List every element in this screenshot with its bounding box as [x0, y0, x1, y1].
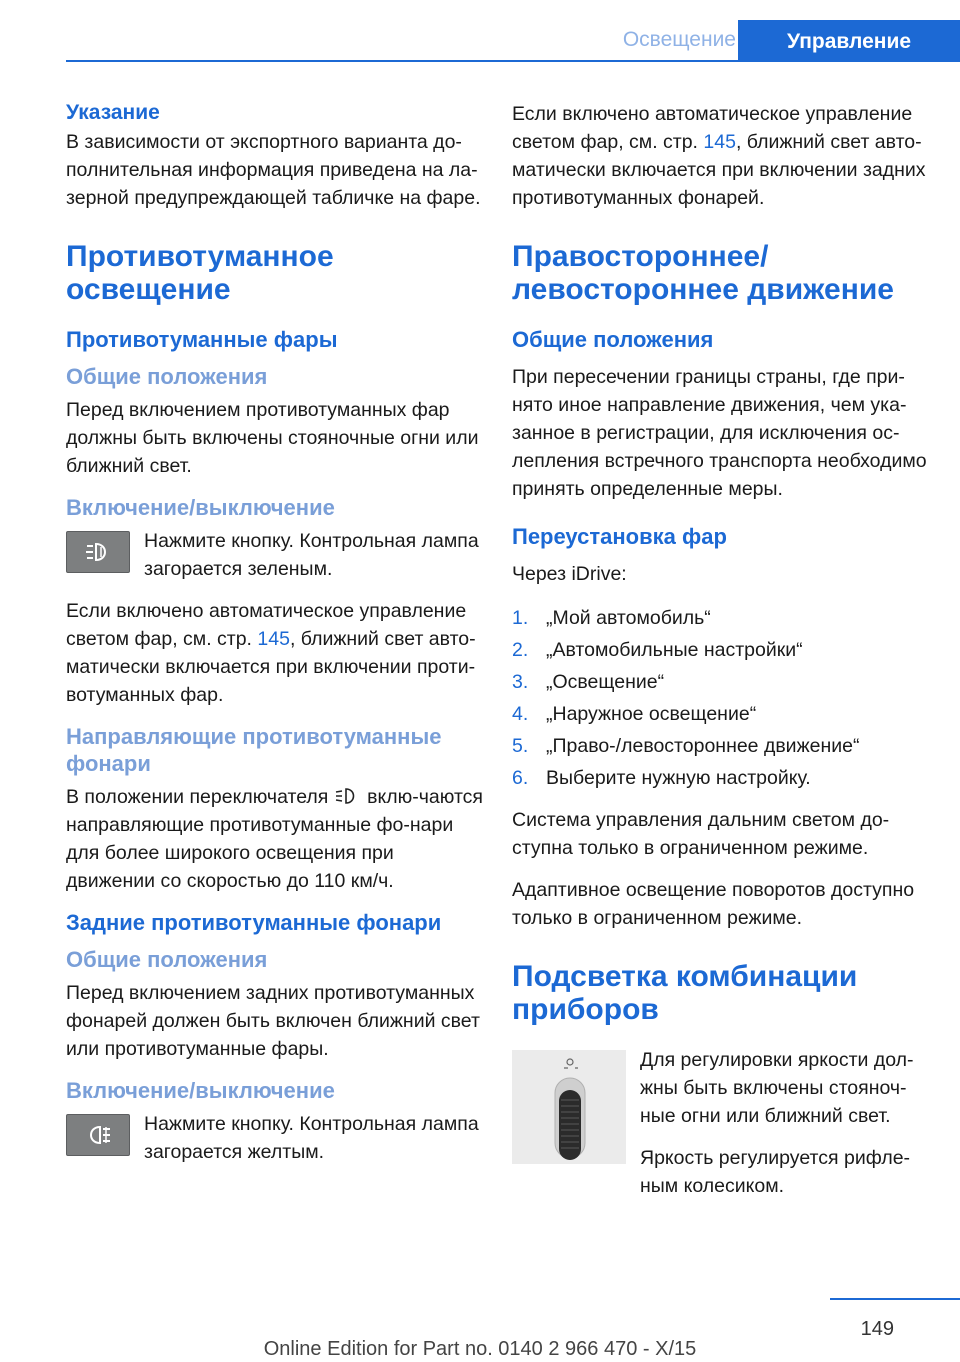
left-column	[66, 100, 484, 1180]
heading-fog-lights: Противотуманные фары	[66, 327, 338, 352]
section-title-instrument-lighting: Подсветка комбинации приборов	[512, 960, 858, 1026]
section-title-fog-lighting: Противотуманное освещение	[66, 240, 334, 306]
right-column	[512, 100, 932, 1214]
list-item: 3. „Освещение“	[512, 671, 665, 693]
instrument-lighting-text	[640, 1046, 932, 1214]
steps-list	[512, 602, 932, 794]
rear-fog-light-icon	[66, 1114, 130, 1156]
list-item: 5. „Право-/левостороннее движение“	[512, 735, 860, 757]
heading-rear-fog: Задние противотуманные фонари	[66, 910, 442, 935]
list-item: 1. „Мой автомобиль“	[512, 607, 711, 629]
text-auto-headlights-left: Если включено автоматическое управление светом фар, см. стр. 145, ближний свет авто-матически включается при включении проти-вотуманных фар.	[66, 600, 476, 706]
brightness-wheel-image	[512, 1050, 626, 1164]
heading-general-2: Общие положения	[66, 947, 268, 972]
heading-readjust: Переустановка фар	[512, 524, 727, 549]
list-item: 2. „Автомобильные настройки“	[512, 639, 803, 661]
list-item: 4. „Наружное освещение“	[512, 703, 757, 725]
text-general-1: Перед включением противотуманных фар должны быть включены стояночные огни или ближний свет.	[66, 399, 479, 477]
heading-directional-fog: Направляющие противотуманные фонари	[66, 724, 442, 776]
note-title: Указание	[66, 101, 160, 124]
page-link-145-right[interactable]: 145	[703, 131, 736, 153]
text-after-1: Система управления дальним светом до-ступна только в ограниченном режиме.	[512, 809, 890, 859]
text-onoff-2: Нажмите кнопку. Контрольная лампа загорается желтым.	[144, 1113, 479, 1163]
page-number: 149	[860, 1318, 894, 1340]
heading-general-1: Общие положения	[66, 364, 268, 389]
front-fog-light-icon	[66, 531, 130, 573]
text-instr-2: Яркость регулируется рифле-ным колесиком.	[640, 1147, 911, 1197]
edition-footer: Online Edition for Part no. 0140 2 966 470 - X/15	[263, 1338, 697, 1360]
page-link-145[interactable]: 145	[257, 628, 290, 650]
note-text: В зависимости от экспортного варианта до-полнительная информация приведена на ла-зерной предупреждающей табличке на фаре.	[66, 131, 481, 209]
heading-general-traffic: Общие положения	[512, 327, 714, 352]
instrument-lighting-row	[512, 1046, 932, 1214]
text-general-traffic: При пересечении границы страны, где при-нято иное направление движения, чем ука-занное в регистрации, для исключения ос-лепления встречного транспорта необходимо принять определенные меры.	[512, 366, 927, 500]
footer-line	[830, 1298, 960, 1300]
section-title-traffic: Правостороннее/ левостороннее движение	[512, 240, 894, 306]
heading-onoff-2: Включение/выключение	[66, 1078, 335, 1103]
list-item: 6. Выберите нужную настройку.	[512, 767, 811, 789]
rear-fog-button-row	[66, 1110, 484, 1166]
header-chapter-tab: Управление	[738, 20, 960, 62]
text-auto-headlights-right: Если включено автоматическое управление светом фар, см. стр. 145, ближний свет авто-матически включается при включении задних противотуманных фонарей.	[512, 103, 926, 209]
text-directional-fog: В положении переключателя вклю-чаются направляющие противотуманные фо-нари для более широкого освещения при движении со скоростью до 110 км/ч.	[66, 786, 483, 892]
heading-onoff-1: Включение/выключение	[66, 495, 335, 520]
text-readjust: Через iDrive:	[512, 563, 627, 585]
text-onoff-1: Нажмите кнопку. Контрольная лампа загорается зеленым.	[144, 530, 479, 580]
header-section-tab: Освещение	[622, 28, 736, 51]
text-after-2: Адаптивное освещение поворотов доступно только в ограниченном режиме.	[512, 879, 915, 929]
text-instr-1: Для регулировки яркости дол-жны быть включены стояноч-ные огни или ближний свет.	[640, 1049, 914, 1127]
switch-position-icon	[334, 786, 362, 806]
text-general-2: Перед включением задних противотуманных фонарей должен быть включен ближний свет или противотуманные фары.	[66, 982, 480, 1060]
front-fog-button-row	[66, 527, 484, 583]
